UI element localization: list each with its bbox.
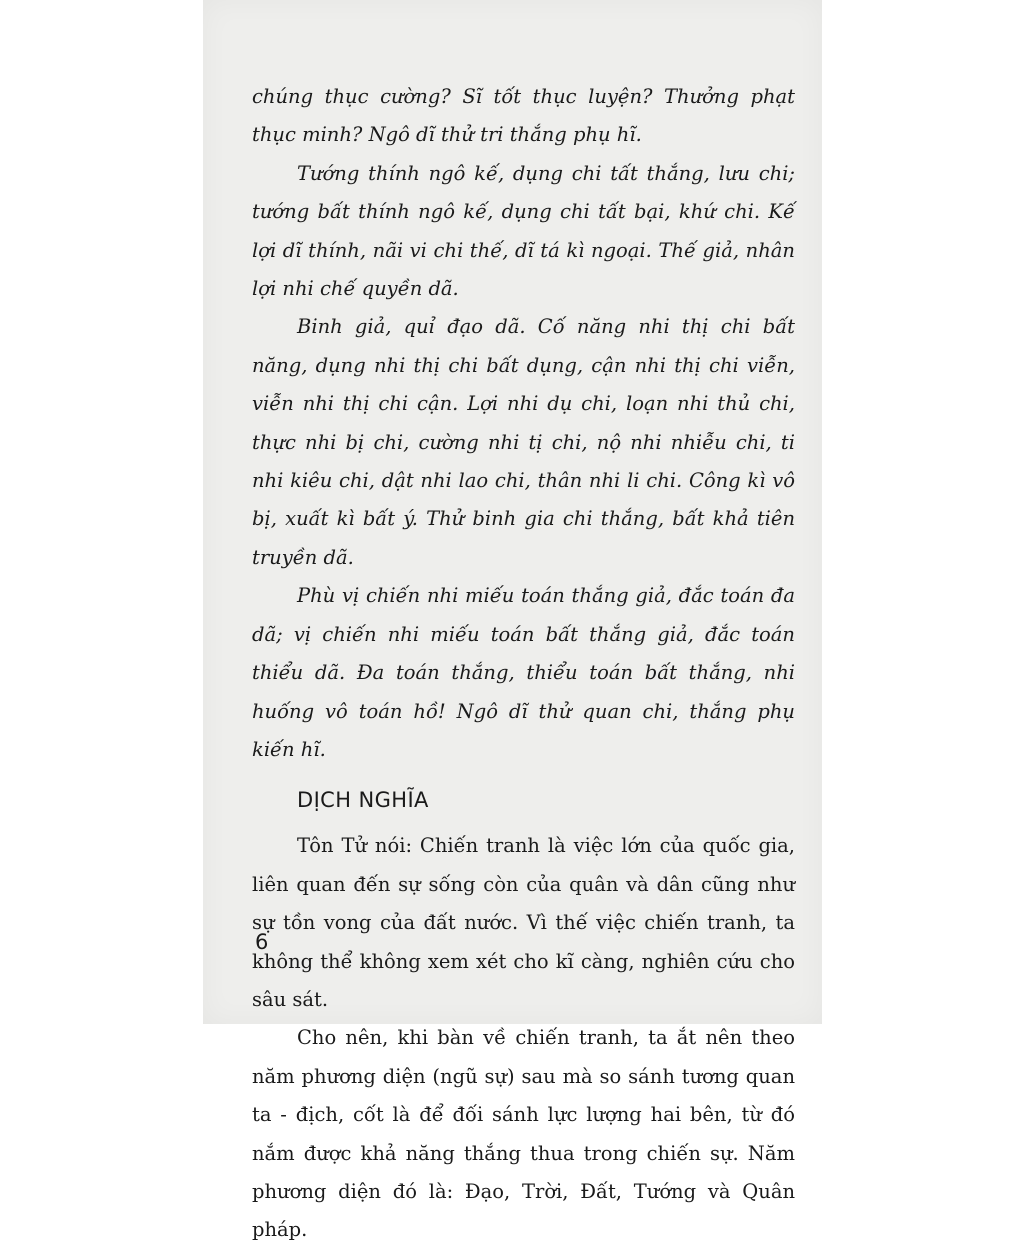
section-heading: DỊCH NGHĨA (297, 788, 429, 813)
paragraph: Binh giả, quỉ đạo dã. Cố năng nhi thị chi bất năng, dụng nhi thị chi bất dụng, cận nhi thị chi viễn, viễn nhi thị chi cận. Lợi nhi dụ chi, loạn nhi thủ chi, thực nhi bị chi, cường nhi tị chi, nộ nhi nhiễu chi, ti nhi kiêu chi, dật nhi lao chi, thân nhi li chi. Công kì vô bị, xuất kì bất ý. Thử binh gia chi thắng, bất khả tiên truyền dã. (252, 315, 795, 569)
paragraph: Tướng thính ngô kế, dụng chi tất thắng, lưu chi; tướng bất thính ngô kế, dụng chi tất bại, khứ chi. Kế lợi dĩ thính, nãi vi chi thế, dĩ tá kì ngoại. Thế giả, nhân lợi nhi chế quyền dã. (252, 161, 795, 301)
paragraph: chúng thục cường? Sĩ tốt thục luyện? Thưởng phạt thục minh? Ngô dĩ thử tri thắng phụ hĩ. (252, 85, 795, 147)
page-content (252, 78, 795, 1250)
paragraph: Cho nên, khi bàn về chiến tranh, ta ắt nên theo năm phương diện (ngũ sự) sau mà so sánh tương quan ta - địch, cốt là để đối sánh lực lượng hai bên, từ đó nắm được khả năng thắng thua trong chiến sự. Năm phương diện đó là: Đạo, Trời, Đất, Tướng và Quân pháp. (252, 1026, 795, 1242)
page-number: 6 (255, 930, 269, 954)
paragraph: Phù vị chiến nhi miếu toán thắng giả, đắc toán đa dã; vị chiến nhi miếu toán bất thắng giả, đắc toán thiểu dã. Đa toán thắng, thiểu toán bất thắng, nhi huống vô toán hồ! Ngô dĩ thử quan chi, thắng phụ kiến hĩ. (252, 584, 795, 761)
book-page (203, 0, 822, 1242)
paragraph: Tôn Tử nói: Chiến tranh là việc lớn của quốc gia, liên quan đến sự sống còn của quân và dân cũng như sự tồn vong của đất nước. Vì thế việc chiến tranh, ta không thể không xem xét cho kĩ càng, nghiên cứu cho sâu sát. (252, 834, 795, 1011)
